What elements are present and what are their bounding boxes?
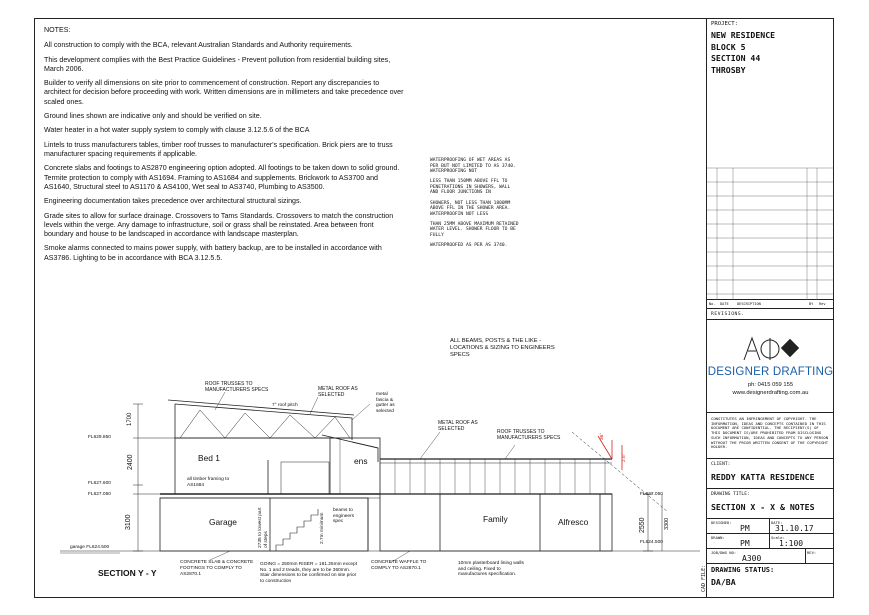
status-label: DRAWING STATUS: [711, 566, 775, 574]
level-mid: FL627.050 [88, 492, 111, 497]
rev-label: REV: [807, 550, 817, 555]
rev-header-date: DATE [720, 302, 729, 306]
drawing-title-label: DRAWING TITLE: [711, 492, 750, 497]
room-alfresco: Alfresco [558, 517, 589, 527]
client-label: CLIENT: [711, 462, 731, 467]
copyright-text: CONSTITUTES AN INFRINGEMENT OF COPYRIGHT. THE INFORMATION, IDEAS AND CONCEPTS CONTAINED IN THIS DOCUMENT ARE CONFIDENTIAL. THE RECIPIENT(S) OF THIS DOCUMENT IS/ARE PROHIBITED FROM DISCLOSING SUCH INFORMATION, IDEAS AND CONCEPTS TO ANY PERSON WITHOUT THE PRIOR WRITTEN CONSENT OF THE COPYRIGHT HOLDER. [711, 416, 829, 450]
scale-label: Scale: [771, 535, 785, 540]
rev-header-rev: Rev [819, 302, 826, 306]
project-line: THROSBY [711, 64, 746, 75]
beams-note: ALL BEAMS, POSTS & THE LIKE - LOCATIONS & SIZING TO ENGINEERS SPECS [450, 338, 555, 358]
project-line: BLOCK 5 [711, 41, 746, 52]
level-upper: FL627.600 [88, 481, 111, 486]
note-item: All construction to comply with the BCA, relevant Australian Standards and Authority requirements. [44, 41, 353, 50]
dim-3300: 3300 [664, 517, 670, 530]
project-line: NEW RESIDENCE [711, 30, 776, 40]
note-item: Ground lines shown are indicative only and should be verified on site. [44, 111, 262, 120]
company-website: www.designerdrafting.com.au [732, 390, 809, 396]
note-item: Water heater in a hot water supply system to comply with clause 3.12.5.6 of the BCA [44, 126, 310, 135]
drawing-title-cell [707, 489, 834, 519]
roof-pitch-label: 7° roof pitch [272, 403, 298, 408]
job-number: A300 [742, 554, 762, 563]
dim-2400: 2400 [127, 454, 134, 470]
drawn-scale-row [707, 534, 834, 549]
job-label: JOB/DWG NO: [711, 550, 737, 555]
scale-value: 1:100 [779, 539, 804, 548]
going-riser-label: GOING = 250mm RISER = 181.25mm except No. 1 and 2 treads, they are to be 360mm. Stair dimensions to be confirmed on site prior to construction [260, 562, 358, 584]
designer-drafting-logo-icon [740, 334, 800, 362]
waterproofing-line: SHOWERS, NOT LESS THAN 1800MM ABOVE FFL IN THE SHOWER AREA. WATERPROOFIN NOT LESS [430, 200, 511, 217]
rev-header-by: BY [809, 302, 814, 306]
cell-divider [769, 519, 770, 534]
room-bed-1: Bed 1 [198, 453, 220, 463]
project-cell [707, 18, 834, 300]
client-cell [707, 459, 834, 489]
company-phone: ph: 0415 059 155 [747, 382, 794, 388]
notes-heading: NOTES: [44, 26, 71, 34]
rev-header-description: DESCRIPTION [737, 302, 761, 306]
red-markup-angle-a: 36° [600, 432, 605, 440]
dim-2550: 2550 [639, 517, 646, 533]
level-garage: garage FL624.500 [70, 545, 110, 550]
drawn-value: PM [740, 539, 750, 548]
project-label: PROJECT: [711, 21, 738, 27]
revision-header-row [707, 300, 834, 309]
roof-trusses-left-label: ROOF TRUSSES TO MANUFACTURERS SPECS [205, 381, 269, 393]
lintel-depth-label: 2.7m minimum [320, 512, 325, 544]
client-name: REDDY KATTA RESIDENCE [711, 472, 815, 482]
level-right-lower: FL624.500 [640, 540, 663, 545]
drawn-label: DRAWN: [711, 535, 725, 540]
fascia-label: metal fascia & gutter as selected [376, 392, 395, 414]
note-item: Smoke alarms connected to mains power supply, with battery backup, are to be installed in accordance with AS3786. Lighting to be in accordance with BCA 3.12.5.5. [44, 244, 382, 262]
revision-grid [707, 18, 834, 300]
cad-file-label: CAD FILE: [701, 564, 707, 592]
concrete-waffle-label: CONCRETE WAFFLE TO COMPLY TO AS2870.1 [371, 560, 427, 571]
level-top: FL629.850 [88, 435, 111, 440]
status-cell [707, 564, 834, 598]
waterproofing-line: LESS THAN 150MM ABOVE FFL TO PENETRATIONS IN SHOWERS, WALL AND FLOOR JUNCTIONS IN [430, 179, 511, 196]
designed-date-row [707, 519, 834, 534]
stair-note-label: 2735 to lowest part of steps [258, 507, 269, 548]
note-item: Builder to verify all dimensions on site prior to commencement of construction. Report any discrepancies to architect for decision before proceeding with work. Written dimensions are in millimeters and take precedence over scaled ones. [44, 79, 404, 106]
date-label: DATE: [771, 520, 783, 525]
rev-header-no: No. [709, 302, 716, 306]
red-markup-angle-b: 2.5° [622, 453, 627, 462]
room-ensuite: ens [354, 456, 368, 466]
level-right-upper: FL627.050 [640, 492, 663, 497]
designed-label: DESIGNED: [711, 520, 732, 525]
metal-roof-left-label: METAL ROOF AS SELECTED [318, 386, 358, 398]
note-item: Lintels to truss manufacturers tables, timber roof trusses to manufacturer's specification. Brick piers are to truss manufacturer spacing requirements if applicable. [44, 140, 393, 158]
dim-3100: 3100 [125, 514, 132, 530]
note-item: Engineering documentation takes precedence over architectural structural sizings. [44, 197, 302, 206]
timber-framing-label: all timber framing to AS1684 [187, 477, 230, 488]
note-item: Grade sites to allow for surface drainage. Crossovers to Tams Standards. Crossovers to match the construction levels within the verge. Any damage to infrastructure, soil or grass shall be reinstated. Area between front boundary and house to be landscaped in accordance with landscape masterplan. [44, 211, 394, 238]
plasterboard-label: 10mm plasterboard lining walls and ceiling. Fixed to manufactures specification. [458, 561, 524, 578]
concrete-slab-label: CONCRETE SLAB & CONCRETE FOOTINGS TO COMPLY TO AS2870.1 [180, 560, 254, 577]
waterproofing-line: THAN 25MM ABOVE MAXIMUM RETAINED WATER LEVEL. SHOWER FLOOR TO BE FULLY [430, 221, 519, 239]
company-cell [707, 320, 834, 413]
metal-roof-right-label: METAL ROOF AS SELECTED [438, 420, 478, 432]
revisions-label-row [707, 309, 834, 320]
room-garage: Garage [209, 517, 237, 527]
company-name: DESIGNER DRAFTING [707, 366, 834, 378]
roof-trusses-right-label: ROOF TRUSSES TO MANUFACTURERS SPECS [497, 429, 561, 441]
designed-value: PM [740, 524, 750, 533]
room-family: Family [483, 514, 508, 524]
copyright-cell [707, 413, 834, 459]
revisions-label: REVISIONS. [711, 312, 745, 317]
note-item: Concrete slabs and footings to AS2870 engineering option adopted. All footings to be taken down to solid ground. Termite protection to comply with AS1694. Framing to AS1684 and supplements. Brickwork to AS3700 and AS1640, Structural steel to AS1170 & AS4100, Wet seal to AS3740, Plumbing to AS3500. [44, 164, 400, 191]
status-value: DA/BA [711, 577, 736, 587]
waterproofing-line: WATERPROOFING OF WET AREAS AS PER BUT NOT LIMITED TO AS 3740. WATERPROOFING NOT [430, 158, 516, 175]
title-block [706, 18, 834, 598]
dim-1700: 1700 [127, 412, 133, 426]
beams-engineers-label: beams to engineers spec [333, 508, 355, 525]
project-line: SECTION 44 [711, 53, 761, 63]
cell-divider [769, 534, 770, 549]
drawing-title: SECTION X - X & NOTES [711, 502, 815, 512]
job-rev-row [707, 549, 834, 564]
waterproofing-line: WATERPROOFED AS PER AS 3740. [430, 243, 508, 249]
date-value: 31.10.17 [775, 524, 814, 533]
note-item: This development complies with the Best Practice Guidelines - Prevent pollution from residential building sites, March 2006. [44, 55, 391, 73]
cell-divider [805, 549, 806, 564]
section-name: SECTION Y - Y [98, 568, 157, 578]
